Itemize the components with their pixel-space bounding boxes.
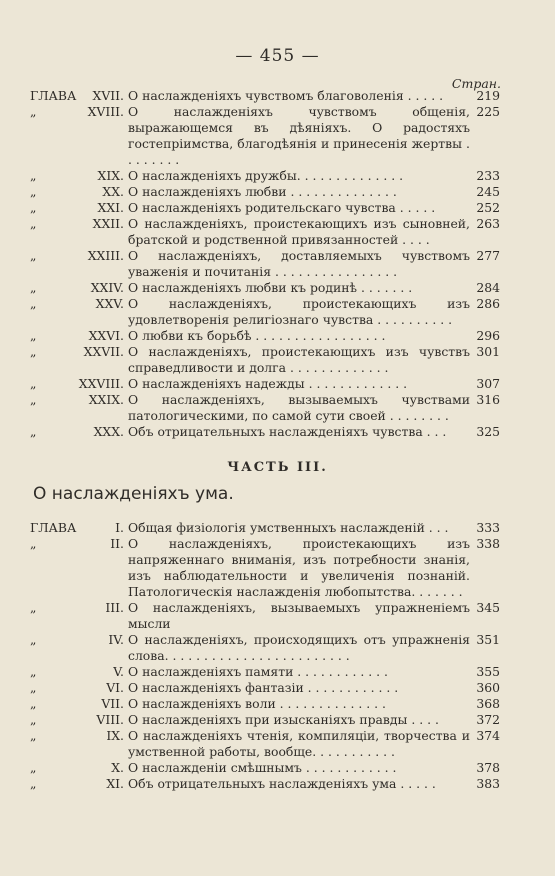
chapter-label bbox=[30, 296, 128, 328]
page-ref: 360 bbox=[476, 680, 500, 695]
part-subtitle: О наслажденіяхъ ума. bbox=[33, 484, 234, 504]
chapter-number: XXVIII. bbox=[78, 376, 124, 391]
chapter-label bbox=[30, 280, 128, 296]
chapter-prefix: „ bbox=[30, 200, 37, 215]
chapter-prefix: „ bbox=[30, 664, 37, 679]
chapter-title: О наслажденіяхъ памяти . . . . . . . . . . . . bbox=[128, 664, 388, 679]
chapter-prefix: „ bbox=[30, 280, 37, 295]
chapter-label bbox=[30, 200, 128, 216]
toc-entry bbox=[30, 168, 500, 184]
page-ref: 301 bbox=[476, 344, 500, 359]
chapter-prefix: ГЛАВА bbox=[30, 88, 77, 103]
toc-entry bbox=[30, 216, 500, 248]
chapter-number: II. bbox=[110, 536, 124, 551]
chapter-prefix: „ bbox=[30, 696, 37, 711]
page-ref: 263 bbox=[476, 216, 500, 231]
chapter-title: Объ отрицательныхъ наслажденіяхъ чувства . . . bbox=[128, 424, 447, 439]
chapter-label bbox=[30, 376, 128, 392]
chapter-number: XXI. bbox=[97, 200, 124, 215]
toc-entry bbox=[30, 184, 500, 200]
toc-entry bbox=[30, 280, 500, 296]
chapter-title: О наслажденіяхъ любви . . . . . . . . . . . . . . bbox=[128, 184, 397, 199]
toc-entry bbox=[30, 632, 500, 664]
chapter-label bbox=[30, 328, 128, 344]
chapter-title: О наслажденіяхъ, доставляемыхъ чувствомъ уваженія и почитанія . . . . . . . . . . . . . . . . bbox=[128, 248, 470, 279]
chapter-title: О наслажденіяхъ фантазіи . . . . . . . . . . . . bbox=[128, 680, 399, 695]
chapter-title: О любви къ борьбѣ . . . . . . . . . . . . . . . . . bbox=[128, 328, 386, 343]
chapter-title: О наслажденіяхъ надежды . . . . . . . . . . . . . bbox=[128, 376, 408, 391]
chapter-title: Общая физіологія умственныхъ наслажденій . . . bbox=[128, 520, 449, 535]
chapter-prefix: „ bbox=[30, 168, 37, 183]
chapter-label bbox=[30, 696, 128, 712]
chapter-number: X. bbox=[111, 760, 124, 775]
page-ref: 284 bbox=[476, 280, 500, 295]
chapter-label bbox=[30, 184, 128, 200]
table-of-contents-part-2 bbox=[30, 88, 500, 440]
toc-entry bbox=[30, 344, 500, 376]
chapter-label bbox=[30, 104, 128, 168]
page-ref: 325 bbox=[476, 424, 500, 439]
toc-entry bbox=[30, 248, 500, 280]
chapter-number: XXIX. bbox=[88, 392, 124, 407]
chapter-prefix: „ bbox=[30, 712, 37, 727]
toc-entry bbox=[30, 520, 500, 536]
chapter-prefix: „ bbox=[30, 376, 37, 391]
chapter-prefix: „ bbox=[30, 216, 37, 231]
page-ref: 277 bbox=[476, 248, 500, 263]
page-ref: 345 bbox=[476, 600, 500, 615]
page-number: — 455 — bbox=[235, 46, 320, 66]
chapter-title: О наслажденіяхъ, проистекающихъ изъ сыновней, братской и родственной привязанностей . . . . bbox=[128, 216, 470, 247]
chapter-number: XXIII. bbox=[87, 248, 124, 263]
chapter-title: О наслажденіяхъ чувствомъ благоволенія . . . . . bbox=[128, 88, 444, 103]
chapter-prefix: „ bbox=[30, 296, 37, 311]
chapter-number: XXX. bbox=[93, 424, 124, 439]
chapter-title: О наслажденіяхъ чтенія, компиляціи, творчества и умственной работы, вообще. . . . . . . . . . . bbox=[128, 728, 470, 759]
chapter-title: О наслажденіяхъ, проистекающихъ изъ чувствъ справедливости и долга . . . . . . . . . . . . . bbox=[128, 344, 470, 375]
chapter-prefix: „ bbox=[30, 632, 37, 647]
page-ref: 374 bbox=[476, 728, 500, 743]
chapter-title: О наслажденіяхъ дружбы. . . . . . . . . . . . . . bbox=[128, 168, 404, 183]
chapter-number: XXVI. bbox=[88, 328, 124, 343]
chapter-title: О наслажденіяхъ любви къ родинѣ . . . . . . . bbox=[128, 280, 413, 295]
chapter-label bbox=[30, 424, 128, 440]
toc-entry bbox=[30, 376, 500, 392]
chapter-prefix: „ bbox=[30, 424, 37, 439]
chapter-number: XXVII. bbox=[83, 344, 124, 359]
page-ref: 219 bbox=[476, 88, 500, 103]
toc-entry bbox=[30, 680, 500, 696]
chapter-label bbox=[30, 712, 128, 728]
chapter-label bbox=[30, 728, 128, 760]
chapter-prefix: „ bbox=[30, 184, 37, 199]
page-ref: 338 bbox=[476, 536, 500, 551]
chapter-prefix: „ bbox=[30, 776, 37, 791]
page-ref: 307 bbox=[476, 376, 500, 391]
chapter-label bbox=[30, 760, 128, 776]
chapter-prefix: „ bbox=[30, 680, 37, 695]
page-ref: 383 bbox=[476, 776, 500, 791]
toc-entry bbox=[30, 664, 500, 680]
toc-entry bbox=[30, 104, 500, 168]
chapter-label bbox=[30, 520, 128, 536]
chapter-label bbox=[30, 168, 128, 184]
chapter-prefix: „ bbox=[30, 248, 37, 263]
page-ref: 245 bbox=[476, 184, 500, 199]
page-ref: 225 bbox=[476, 104, 500, 119]
page-ref: 233 bbox=[476, 168, 500, 183]
chapter-number: V. bbox=[113, 664, 124, 679]
page-ref: 355 bbox=[476, 664, 500, 679]
chapter-label bbox=[30, 680, 128, 696]
toc-entry bbox=[30, 296, 500, 328]
chapter-number: XX. bbox=[102, 184, 124, 199]
toc-entry bbox=[30, 760, 500, 776]
chapter-number: VII. bbox=[101, 696, 124, 711]
chapter-label bbox=[30, 536, 128, 600]
chapter-number: VIII. bbox=[96, 712, 124, 727]
chapter-title: О наслажденіяхъ, вызываемыхъ чувствами патологическими, по самой сути своей . . . . . . . . bbox=[128, 392, 470, 423]
page-ref: 333 bbox=[476, 520, 500, 535]
chapter-number: XXV. bbox=[95, 296, 124, 311]
page-ref: 351 bbox=[476, 632, 500, 647]
page-column-header: Стран. bbox=[451, 76, 501, 91]
chapter-label bbox=[30, 600, 128, 632]
chapter-title: Объ отрицательныхъ наслажденіяхъ ума . . . . . bbox=[128, 776, 436, 791]
chapter-prefix: „ bbox=[30, 728, 37, 743]
chapter-number: XI. bbox=[106, 776, 124, 791]
chapter-label bbox=[30, 776, 128, 792]
chapter-label bbox=[30, 664, 128, 680]
toc-entry bbox=[30, 328, 500, 344]
page-ref: 316 bbox=[476, 392, 500, 407]
chapter-title: О наслажденіяхъ воли . . . . . . . . . . . . . . bbox=[128, 696, 386, 711]
chapter-prefix: „ bbox=[30, 104, 37, 119]
chapter-number: XVII. bbox=[92, 88, 124, 103]
toc-entry bbox=[30, 536, 500, 600]
chapter-prefix: „ bbox=[30, 328, 37, 343]
chapter-number: XXII. bbox=[92, 216, 124, 231]
chapter-title: О наслажденіяхъ, проистекающихъ изъ напряженнаго вниманія, изъ потребности знанія, изъ наблюдательности и увеличенія познаній. Патологическія наслажденія любопытства. . . . . . . bbox=[128, 536, 470, 599]
chapter-number: XXIV. bbox=[90, 280, 124, 295]
chapter-prefix: „ bbox=[30, 600, 37, 615]
chapter-title: О наслажденіяхъ, вызываемыхъ упражненіемъ мысли bbox=[128, 600, 470, 631]
chapter-prefix: „ bbox=[30, 536, 37, 551]
chapter-title: О наслажденіяхъ чувствомъ общенія, выражающемся въ дѣяніяхъ. О радостяхъ гостепріимства, благодѣянія и принесенія жертвы . . . . . . . . bbox=[128, 104, 470, 167]
page-ref: 286 bbox=[476, 296, 500, 311]
toc-entry bbox=[30, 600, 500, 632]
chapter-prefix: „ bbox=[30, 344, 37, 359]
chapter-number: IX. bbox=[106, 728, 124, 743]
chapter-prefix: ГЛАВА bbox=[30, 520, 77, 535]
toc-entry bbox=[30, 200, 500, 216]
chapter-title: О наслажденіяхъ, происходящихъ отъ упражненія слова. . . . . . . . . . . . . . . . . . . . . . . . bbox=[128, 632, 470, 663]
toc-entry bbox=[30, 776, 500, 792]
chapter-title: О наслажденіяхъ при изысканіяхъ правды . . . . bbox=[128, 712, 439, 727]
chapter-number: IV. bbox=[108, 632, 124, 647]
toc-entry bbox=[30, 88, 500, 104]
toc-entry bbox=[30, 696, 500, 712]
toc-entry bbox=[30, 712, 500, 728]
chapter-label bbox=[30, 392, 128, 424]
chapter-number: I. bbox=[115, 520, 124, 535]
page-ref: 252 bbox=[476, 200, 500, 215]
chapter-number: VI. bbox=[106, 680, 124, 695]
toc-entry bbox=[30, 392, 500, 424]
chapter-prefix: „ bbox=[30, 760, 37, 775]
chapter-number: III. bbox=[105, 600, 124, 615]
page-ref: 372 bbox=[476, 712, 500, 727]
chapter-label bbox=[30, 344, 128, 376]
page-ref: 296 bbox=[476, 328, 500, 343]
page-ref: 378 bbox=[476, 760, 500, 775]
chapter-title: О наслажденіяхъ родительскаго чувства . . . . . bbox=[128, 200, 436, 215]
chapter-label bbox=[30, 248, 128, 280]
chapter-label bbox=[30, 216, 128, 248]
chapter-title: О наслажденіяхъ, проистекающихъ изъ удовлетворенія религіознаго чувства . . . . . . . . . . bbox=[128, 296, 470, 327]
chapter-title: О наслажденіи смѣшнымъ . . . . . . . . . . . . bbox=[128, 760, 397, 775]
toc-entry bbox=[30, 728, 500, 760]
page-ref: 368 bbox=[476, 696, 500, 711]
chapter-number: XVIII. bbox=[87, 104, 124, 119]
part-title: ЧАСТЬ III. bbox=[227, 460, 328, 475]
chapter-prefix: „ bbox=[30, 392, 37, 407]
chapter-label bbox=[30, 88, 128, 104]
chapter-label bbox=[30, 632, 128, 664]
toc-entry bbox=[30, 424, 500, 440]
table-of-contents-part-3 bbox=[30, 520, 500, 792]
chapter-number: XIX. bbox=[97, 168, 124, 183]
